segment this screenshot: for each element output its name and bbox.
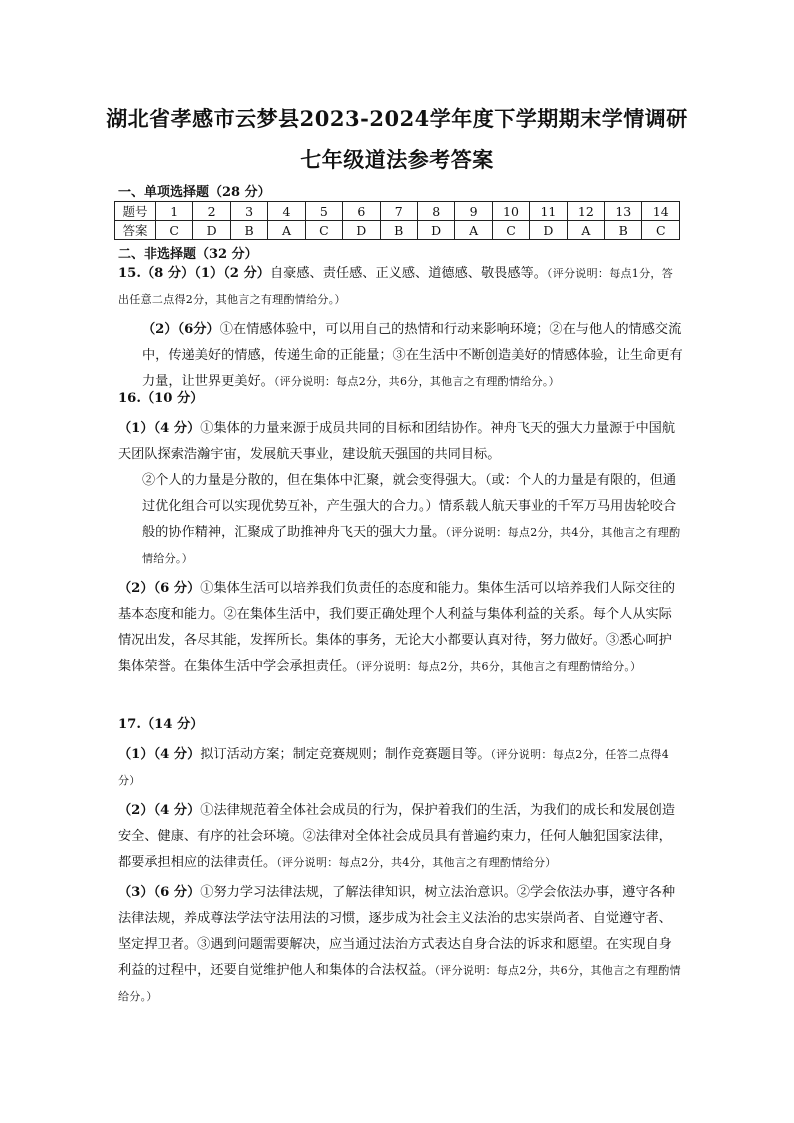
section-open-questions-heading: 二、非选择题（32 分） (118, 247, 258, 262)
q15-part1 (118, 261, 684, 313)
table-cell: C (156, 221, 193, 240)
q15-part2-note: （评分说明：每点2分，共6分，其他言之有理酌情给分。） (273, 375, 560, 388)
q17-part3 (118, 880, 684, 1010)
table-cell: 14 (642, 202, 680, 221)
q15-part1-note: （评分说明：每点1分，答出任意二点得2分，其他言之有理酌情给分。） (118, 267, 673, 306)
answer-table (114, 201, 680, 240)
table-cell: 8 (417, 202, 454, 221)
table-row-question-numbers (115, 202, 680, 221)
table-cell: C (305, 221, 342, 240)
q16-part2-heading: （2）（6 分） (118, 581, 201, 596)
table-cell: 5 (305, 202, 342, 221)
q17-part2-text: ①法律规范着全体社会成员的行为，保护着我们的生活，为我们的成长和发展创造安全、健康、有序的社会环境。②法律对全体社会成员具有普遍约束力，任何人触犯国家法律，都要承担相应的法律责任。 (118, 803, 676, 870)
table-cell: B (605, 221, 642, 240)
q17-part1-note: （评分说明：每点2分，任答二点得4分） (118, 748, 670, 787)
document-subtitle: 七年级道法参考答案 (300, 147, 494, 172)
q17-part3-note: （评分说明：每点2分，共6分，其他言之有理酌情给分。） (118, 964, 681, 1003)
section-multiple-choice-heading: 一、单项选择题（28 分） (118, 185, 271, 200)
q17-part3-heading: （3）（6 分） (118, 885, 201, 900)
table-cell: 6 (343, 202, 380, 221)
table-cell: 7 (380, 202, 417, 221)
table-cell: 3 (230, 202, 267, 221)
q17-heading: 17.（14 分） (118, 717, 204, 732)
q16-heading: 16.（10 分） (118, 391, 204, 406)
q16-part1-text: ①集体的力量来源于成员共同的目标和团结协作。神舟飞天的强大力量源于中国航天团队探索浩瀚宇宙，发展航天事业，建设航天强国的共同目标。 (118, 421, 676, 462)
q17-part2 (118, 798, 684, 876)
document-title: 湖北省孝感市云梦县2023-2024学年度下学期期末学情调研 (106, 106, 688, 131)
question-15 (118, 261, 684, 395)
q17-part2-heading: （2）（4 分） (118, 803, 201, 818)
q16-part1b-text: ②个人的力量是分散的，但在集体中汇聚，就会变得强大。（或：个人的力量是有限的，但通过优化组合可以实现优势互补，产生强大的合力。）情系载人航天事业的千军万马用齿轮咬合般的协作精神，汇聚成了助推神舟飞天的强大力量。 (142, 473, 677, 540)
table-cell: A (455, 221, 492, 240)
table-cell: A (567, 221, 604, 240)
table-cell: 4 (268, 202, 305, 221)
q17-part1-text: 拟订活动方案；制定竞赛规则；制作竞赛题目等。 (200, 747, 491, 762)
q16-part1b-note: （评分说明：每点2分，共4分，其他言之有理酌情给分。） (142, 526, 681, 565)
table-cell: 10 (492, 202, 529, 221)
table-cell: D (417, 221, 454, 240)
q17-part2-note: （评分说明：每点2分，共4分，其他言之有理酌情给分） (276, 856, 557, 869)
question-16 (118, 386, 684, 680)
q16-part1 (118, 416, 684, 468)
q16-part1-heading: （1）（4 分） (118, 421, 201, 436)
table-cell: 12 (567, 202, 604, 221)
q17-part3-text: ①努力学习法律法规，了解法律知识，树立法治意识。②学会依法办事，遵守各种法律法规，养成尊法学法守法用法的习惯，逐步成为社会主义法治的忠实崇尚者、自觉遵守者、坚定捍卫者。③遇到问题需要解决，应当通过法治方式表达自身合法的诉求和愿望。在实现自身利益的过程中，还要自觉维护他人和集体的合法权益。 (118, 885, 676, 978)
table-cell: C (642, 221, 680, 240)
table-cell: 11 (530, 202, 567, 221)
q15-heading: 15.（8 分）（1）（2 分） (118, 266, 270, 281)
table-cell: C (492, 221, 529, 240)
table-row-answers (115, 221, 680, 240)
q16-part2-note: （评分说明：每点2分，共6分，其他言之有理酌情给分。） (355, 660, 642, 673)
table-cell: 9 (455, 202, 492, 221)
table-cell: B (380, 221, 417, 240)
table-header-cell: 答案 (115, 221, 156, 240)
q16-part1-b (118, 468, 684, 572)
table-cell: 1 (156, 202, 193, 221)
table-header-cell: 题号 (115, 202, 156, 221)
table-cell: D (343, 221, 380, 240)
question-17 (118, 712, 684, 1010)
q16-part2 (118, 576, 684, 680)
q17-part1-heading: （1）（4 分） (118, 747, 201, 762)
q15-part2-text: ①在情感体验中，可以用自己的热情和行动来影响环境；②在与他人的情感交流中，传递美好的情感，传递生命的正能量；③在生活中不断创造美好的情感体验，让生命更有力量，让世界更美好。 (142, 322, 683, 389)
table-cell: 2 (193, 202, 230, 221)
table-cell: D (193, 221, 230, 240)
table-cell: D (530, 221, 567, 240)
q16-part2-text: ①集体生活可以培养我们负责任的态度和能力。集体生活可以培养我们人际交往的基本态度和能力。②在集体生活中，我们要正确处理个人利益与集体利益的关系。每个人从实际情况出发，各尽其能，发挥所长。集体的事务，无论大小都要认真对待，努力做好。③悉心呵护集体荣誉。在集体生活中学会承担责任。 (118, 581, 676, 674)
q17-part1 (118, 742, 684, 794)
q15-part2 (118, 317, 684, 395)
table-cell: A (268, 221, 305, 240)
q15-part1-text: 自豪感、责任感、正义感、道德感、敬畏感等。 (269, 266, 547, 281)
q15-part2-heading: （2）（6分） (142, 322, 220, 337)
table-cell: B (230, 221, 267, 240)
table-cell: 13 (605, 202, 642, 221)
